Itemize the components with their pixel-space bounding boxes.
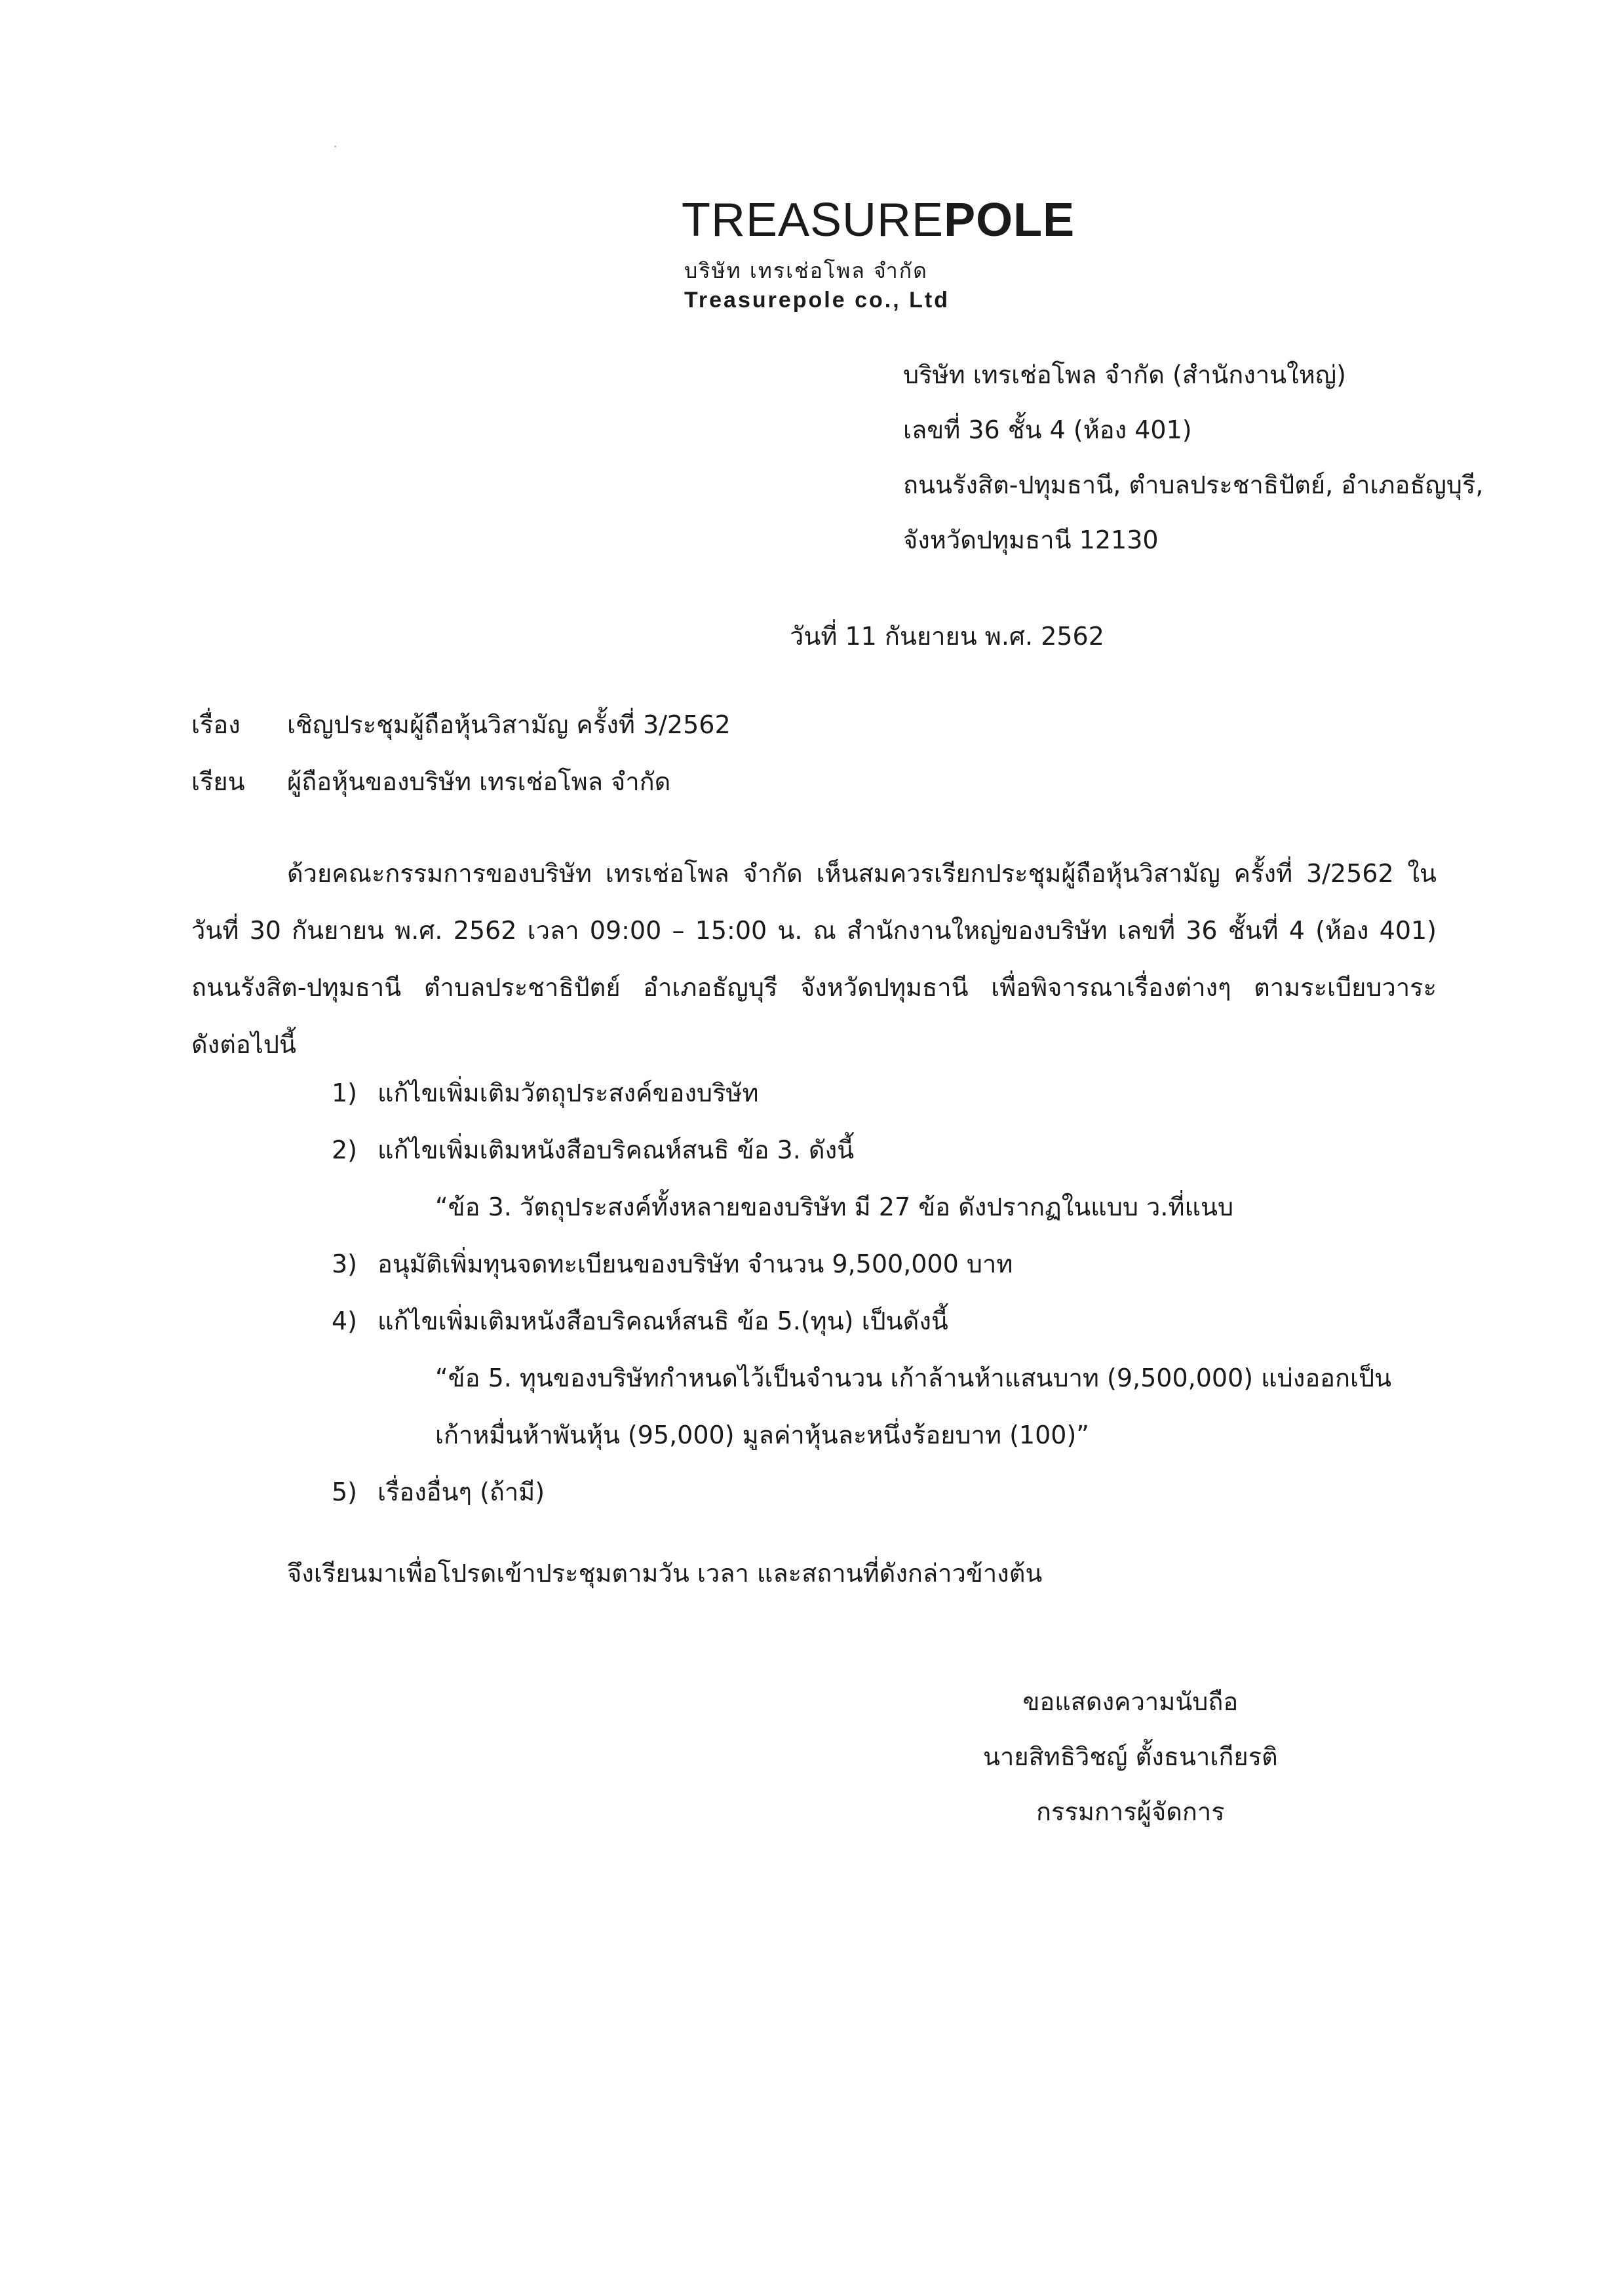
sender-address [903, 347, 1484, 567]
body-line-3: ถนนรังสิต-ปทุมธานี ตำบลประชาธิปัตย์ อำเภอธัญบุรี จังหวัดปทุมธานี เพื่อพิจารณาเรื่องต่างๆ ตามระเบียบวาระ [191, 973, 1437, 1002]
agenda-quote: “ข้อ 5. ทุนของบริษัทกำหนดไว้เป็นจำนวน เก้าล้านห้าแสนบาท (9,500,000) แบ่งออกเป็น [435, 1364, 1392, 1392]
agenda-item-number: 5) [332, 1478, 358, 1506]
agenda-quote: “ข้อ 3. วัตถุประสงค์ทั้งหลายของบริษัท มี 27 ข้อ ดังปรากฏในแบบ ว.ที่แนบ [435, 1193, 1234, 1221]
logo-thai-name: บริษัท เทรเช่อโพล จำกัด [684, 258, 928, 283]
address-line-4: จังหวัดปทุมธานี 12130 [903, 526, 1159, 554]
agenda-item-text: แก้ไขเพิ่มเติมหนังสือบริคณห์สนธิ ข้อ 3. ดังนี้ [377, 1136, 855, 1164]
signature-block [983, 1674, 1278, 1839]
recipient-value: ผู้ถือหุ้นของบริษัท เทรเช่อโพล จำกัด [287, 767, 671, 796]
signature-regards: ขอแสดงความนับถือ [1022, 1687, 1239, 1716]
subject-row [191, 704, 731, 744]
agenda-item-number: 3) [332, 1250, 358, 1278]
closing-sentence: จึงเรียนมาเพื่อโปรดเข้าประชุมตามวัน เวลา และสถานที่ดังกล่าวข้างต้น [287, 1559, 1043, 1588]
agenda-quote: เก้าหมื่นห้าพันหุ้น (95,000) มูลค่าหุ้นละหนึ่งร้อยบาท (100)” [435, 1421, 1089, 1449]
agenda-item [332, 1293, 1391, 1350]
logo-english-name: Treasurepole co., Ltd [684, 288, 950, 313]
recipient-row [191, 761, 670, 801]
logo-wordmark-thin: TREASURE [682, 194, 944, 246]
logo-wordmark [682, 194, 1075, 246]
agenda-item [332, 1236, 1391, 1293]
address-line-3: ถนนรังสิต-ปทุมธานี, ตำบลประชาธิปัตย์, อำเภอธัญบุรี, [903, 470, 1484, 499]
signature-name: นายสิทธิวิชญ์ ตั้งธนาเกียรติ [983, 1742, 1278, 1771]
agenda-item [332, 1065, 1391, 1122]
letter-date: วันที่ 11 กันยายน พ.ศ. 2562 [790, 622, 1104, 651]
agenda-item-text: แก้ไขเพิ่มเติมวัตถุประสงค์ของบริษัท [377, 1079, 759, 1107]
agenda-item-number: 4) [332, 1307, 358, 1335]
address-line-2: เลขที่ 36 ชั้น 4 (ห้อง 401) [903, 415, 1192, 444]
body-line-4: ดังต่อไปนี้ [191, 1030, 296, 1059]
scan-speck [334, 145, 336, 147]
signature-title: กรรมการผู้จัดการ [1036, 1797, 1225, 1826]
agenda-item-text: แก้ไขเพิ่มเติมหนังสือบริคณห์สนธิ ข้อ 5.(ทุน) เป็นดังนี้ [377, 1307, 948, 1335]
logo-wordmark-bold: POLE [944, 194, 1075, 246]
agenda-item [332, 1122, 1391, 1179]
body-line-1: ด้วยคณะกรรมการของบริษัท เทรเช่อโพล จำกัด เห็นสมควรเรียกประชุมผู้ถือหุ้นวิสามัญ ครั้งที่ 3/2562 ใน [287, 859, 1437, 888]
subject-value: เชิญประชุมผู้ถือหุ้นวิสามัญ ครั้งที่ 3/2562 [287, 710, 731, 739]
subject-label: เรื่อง [191, 710, 241, 739]
agenda-item-number: 2) [332, 1136, 358, 1164]
agenda-item-text: อนุมัติเพิ่มทุนจดทะเบียนของบริษัท จำนวน 9,500,000 บาท [377, 1250, 1013, 1278]
address-line-1: บริษัท เทรเช่อโพล จำกัด (สำนักงานใหญ่) [903, 360, 1346, 389]
body-paragraph [191, 845, 1437, 1073]
body-line-2: วันที่ 30 กันยายน พ.ศ. 2562 เวลา 09:00 – 15:00 น. ณ สำนักงานใหญ่ของบริษัท เลขที่ 36 ชั้นที่ 4 (ห้อง 401) [191, 916, 1437, 945]
company-logo [682, 194, 1075, 313]
agenda-list [332, 1065, 1391, 1521]
recipient-label: เรียน [191, 767, 245, 796]
agenda-item [332, 1464, 1391, 1521]
agenda-item-text: เรื่องอื่นๆ (ถ้ามี) [377, 1478, 545, 1506]
agenda-item-number: 1) [332, 1079, 358, 1107]
